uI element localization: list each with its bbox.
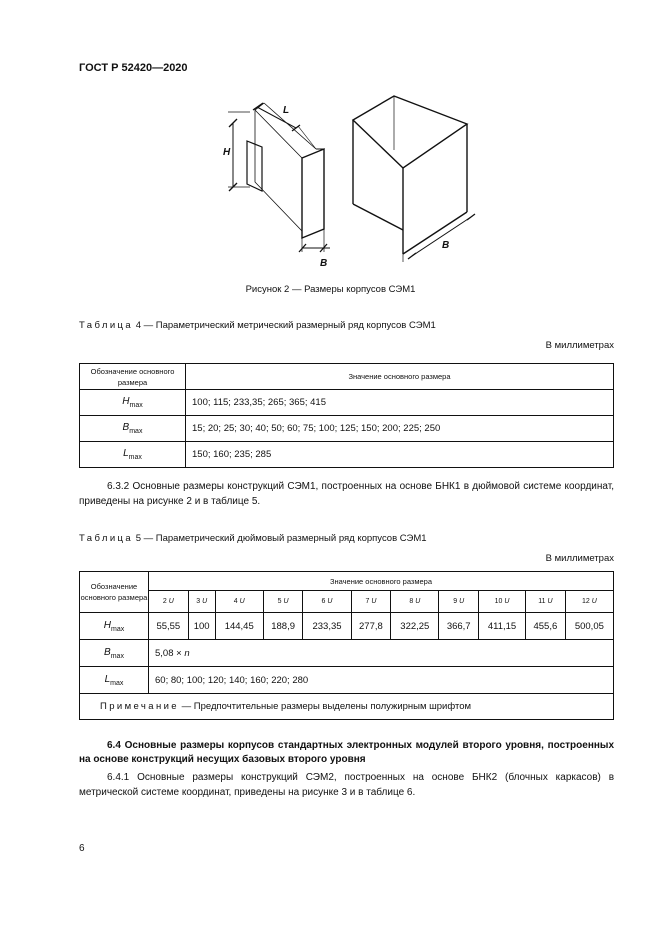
table-row [80,416,614,442]
table5-b-value: 5,08 × n [149,640,614,667]
u-header: 5 U [263,591,303,613]
right-box-top [353,96,467,168]
table5-cell: 500,05 [565,613,613,640]
table4-units: В миллиметрах [545,340,614,351]
note-text: — Предпочтительные размеры выделены полужирным шрифтом [179,701,472,712]
u-header: 12 U [565,591,613,613]
table-row [80,390,614,416]
table5-note-row [80,694,614,720]
figure-caption: Рисунок 2 — Размеры корпусов СЭМ1 [245,284,416,295]
table5-label: Таблица [79,533,134,544]
standard-header: ГОСТ Р 52420—2020 [79,62,188,74]
u-header: 6 U [303,591,351,613]
table5-cell: 455,6 [526,613,566,640]
table5-cell: 55,55 [149,613,189,640]
table-row [80,667,614,694]
table5-cell: 188,9 [263,613,303,640]
note-label: Примечание [100,701,179,712]
u-header: 10 U [479,591,526,613]
table4-col2-header: Значение основного размера [186,364,614,390]
table4-title-text: 4 — Параметрический метрический размерный ряд корпусов СЭМ1 [133,320,436,331]
label-L: L [283,105,290,116]
label-B-right: B [442,240,450,251]
figure-drawing [0,0,661,280]
table4-value: 100; 115; 233,35; 265; 365; 415 [186,390,614,416]
paragraph-6-4-1: 6.4.1 Основные размеры конструкций СЭМ2, построенных на основе БНК2 (блочных каркасов) в метрической системе координат, приведены на рисунке 3 и в таблице 6. [79,772,614,798]
u-header: 4 U [215,591,263,613]
table5-cell: 144,45 [215,613,263,640]
table5-l-value: 60; 80; 100; 120; 140; 160; 220; 280 [149,667,614,694]
u-header: 2 U [149,591,189,613]
table4-symbol: $L_{max}$ [80,442,186,468]
table4-value: 150; 160; 235; 285 [186,442,614,468]
left-box-front [302,149,324,238]
table4-value: 15; 20; 25; 30; 40; 50; 60; 75; 100; 125; 150; 200; 225; 250 [186,416,614,442]
u-header: 11 U [526,591,566,613]
table5-note [80,694,614,720]
page-number: 6 [79,843,85,854]
table5-cell: 322,25 [391,613,439,640]
left-box-slot [247,141,262,191]
label-H: H [223,147,231,158]
paragraph-6-3-2: 6.3.2 Основные размеры конструкций СЭМ1, построенных на основе БНК1 в дюймовой системе координат, приведены на рисунке 2 и в таблице 5. [79,481,614,507]
table5-u-header-row [80,591,614,613]
table4-symbol: $B_{max}$ [80,416,186,442]
section-6-4-heading: 6.4 Основные размеры корпусов стандартных электронных модулей второго уровня, построенных на основе конструкций несущих базовых второго уровня [79,740,614,765]
table5-symbol-b: $B_{max}$ [80,640,149,667]
table5-cell: 100 [188,613,215,640]
table5-cell: 366,7 [439,613,479,640]
table-row [80,640,614,667]
table5-cell: 277,8 [351,613,391,640]
table5-title [79,533,427,544]
table4-col1-header: Обозначение основного размера [80,364,186,390]
table5-title-text: 5 — Параметрический дюймовый размерный ряд корпусов СЭМ1 [133,533,427,544]
table5-symbol-l: $L_{max}$ [80,667,149,694]
label-B-left: B [320,258,328,269]
table5-col1-header: Обозначение основного размера [80,572,149,613]
table-row [80,613,614,640]
table4-label: Таблица [79,320,134,331]
u-header: 7 U [351,591,391,613]
table5-cell: 411,15 [479,613,526,640]
table5-cell: 233,35 [303,613,351,640]
table4 [79,363,614,468]
u-header: 8 U [391,591,439,613]
table5-col2-header: Значение основного размера [149,572,614,591]
table4-symbol: $H_{max}$ [80,390,186,416]
table5-units: В миллиметрах [545,553,614,564]
table4-title [79,320,436,331]
table-row [80,442,614,468]
u-header: 9 U [439,591,479,613]
u-header: 3 U [188,591,215,613]
table5 [79,571,614,720]
table5-symbol-h: $H_{max}$ [80,613,149,640]
